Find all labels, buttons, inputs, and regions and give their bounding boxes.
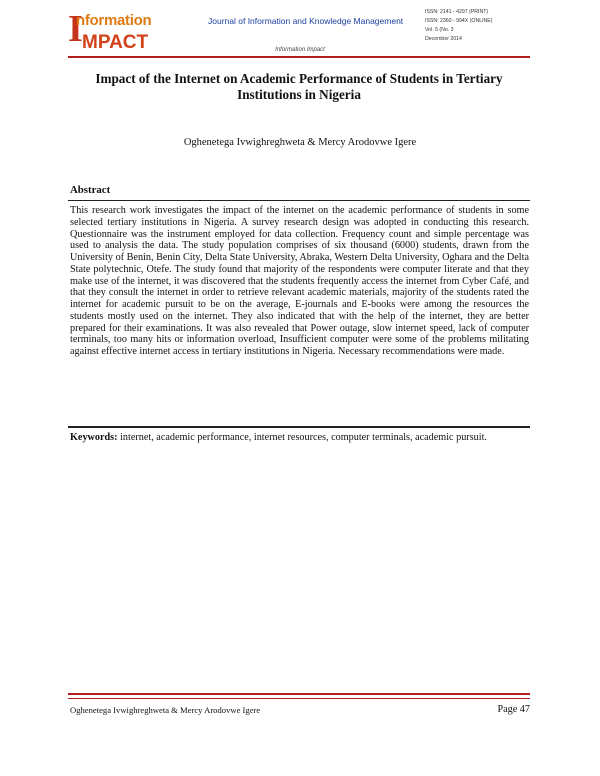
keywords-text: internet, academic performance, internet resources, computer terminals, academic pursuit. [120, 432, 487, 443]
abstract-bottom-divider [68, 426, 530, 428]
header-divider [68, 56, 530, 58]
keywords [70, 432, 529, 444]
issn-line: ISSN: 2360 - 994X (ONLINE) [425, 18, 493, 24]
keywords-label: Keywords: [70, 432, 118, 443]
header-sub-label: Information Impact [275, 47, 325, 53]
issn-block [425, 8, 492, 44]
page-number: Page 47 [497, 704, 530, 715]
article-title: Impact of the Internet on Academic Performance of Students in Tertiary Institutions in Nigeria [95, 71, 503, 102]
logo-top-text: nformation [76, 12, 152, 29]
issn-line: ISSN: 2141 - 4297 (PRINT) [425, 9, 489, 15]
article-authors: Oghenetega Ivwighreghweta & Mercy Arodovwe Igere [183, 137, 417, 148]
logo-letter: I [68, 8, 83, 50]
abstract-body: This research work investigates the impact of the internet on the academic performance of students in some selected tertiary institutions in Nigeria. A survey research design was adopted in conducting this research. Questionnaire was the instrument employed for data collection. Frequency count and simple percentage was used to analysis the data. The study population comprises of six thousand (6000) students, drawn from the University of Benin, Benin City, Delta State University, Abraka, Western Delta University, Oghara and the Delta State polytechnic, Otefe. The study found that majority of the respondents were computer literate and that they make use of the internet, it was discovered that the students frequently access the internet from Cyber Café, and that they consult the internet in order to retrieve relevant academic materials, majority of the students rated the internet for academic pursuit to be on the average, E-journals and E-books were among the resources the students mostly used on the internet. They also indicated that with the help of the internet, they are better prepared for their examinations. It was also revealed that Power outage, slow internet speed, lack of computer terminals, too many hits or information overload, Insufficient computer were some of the problems militating against effective internet access in tertiary institutions in Nigeria. Necessary recommendations were made. [70, 205, 529, 357]
footer-divider-thin [68, 698, 530, 699]
abstract-top-divider [68, 200, 530, 201]
journal-name: Journal of Information and Knowledge Management [208, 16, 404, 26]
footer-divider-thick [68, 693, 530, 695]
issn-line: Vol. 5 (No. 3 [425, 27, 454, 33]
footer-authors: Oghenetega Ivwighreghweta & Mercy Arodovwe Igere [70, 705, 261, 715]
logo-bottom-text: MPACT [82, 32, 149, 53]
issn-line: December 2014 [425, 36, 462, 42]
abstract-heading: Abstract [70, 184, 111, 196]
